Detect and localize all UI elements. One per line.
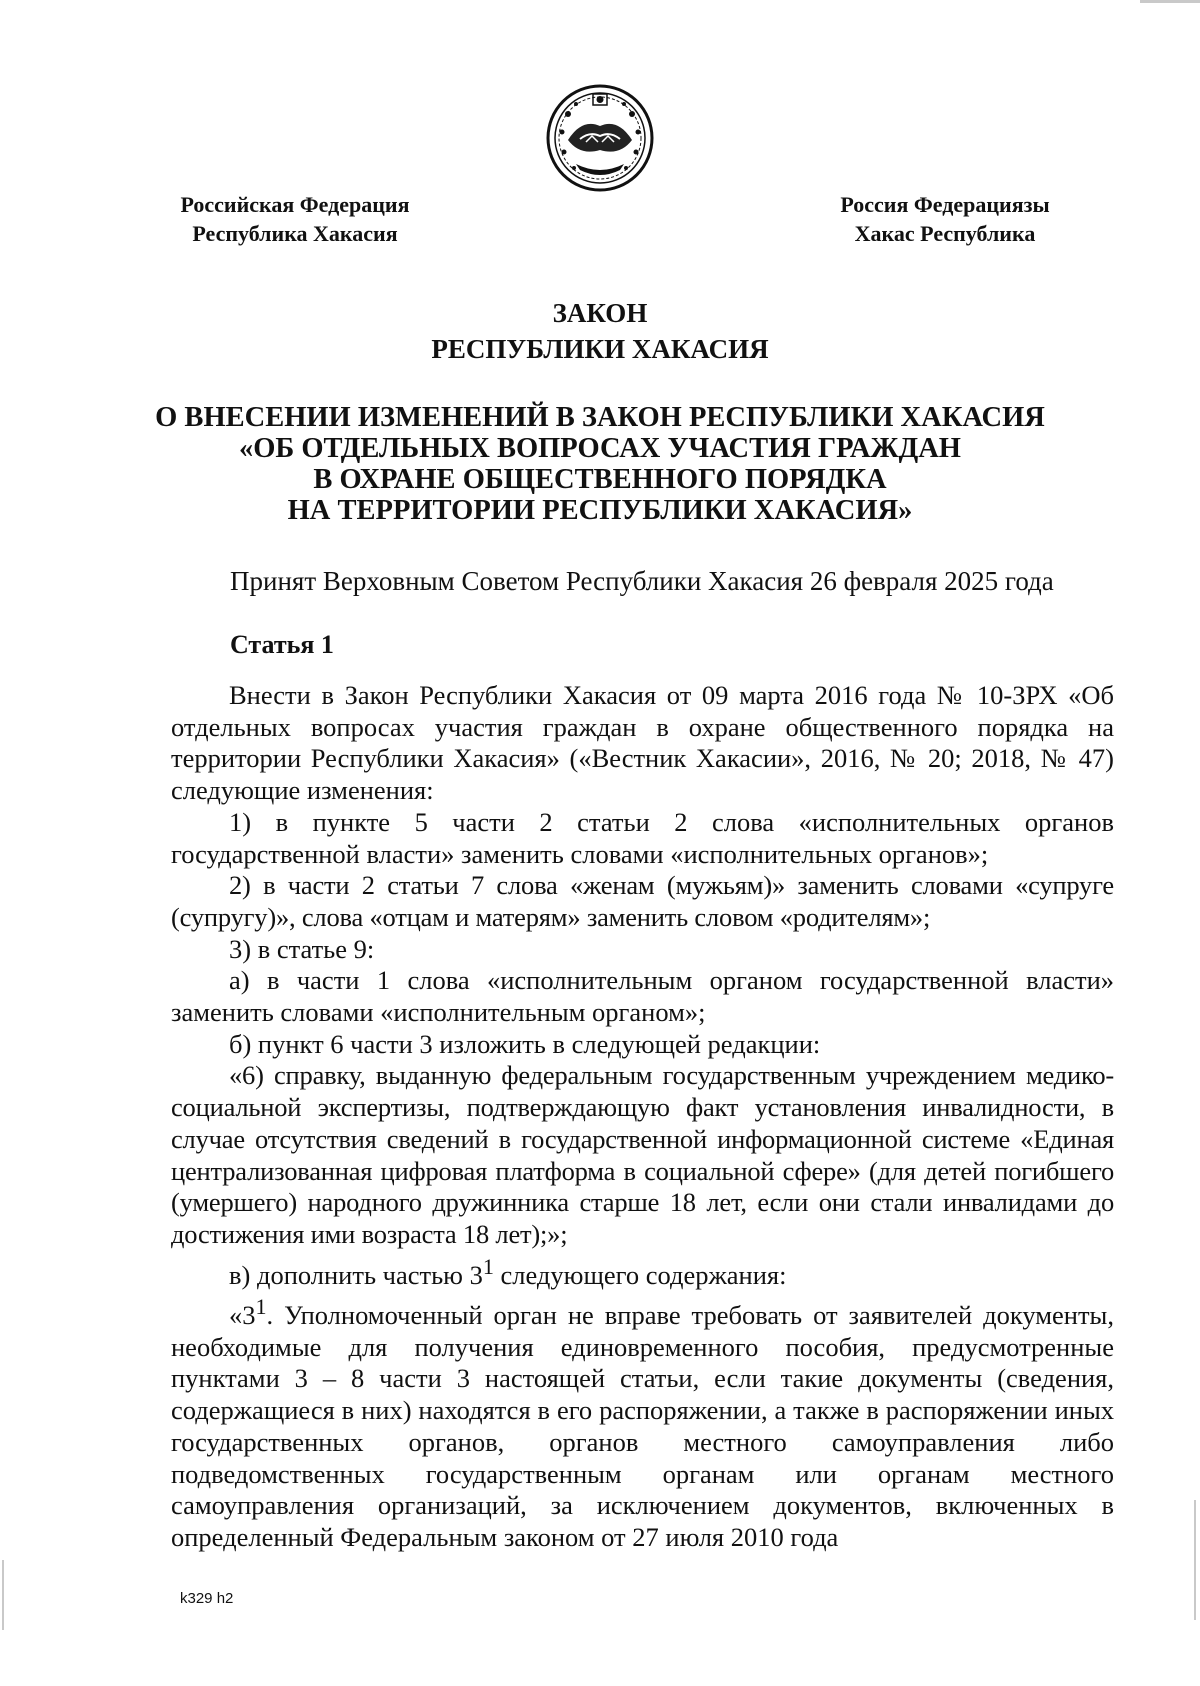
header-right-republic: Хакас Республика bbox=[854, 221, 1036, 246]
scan-artifact bbox=[1140, 0, 1200, 3]
header-left-block bbox=[150, 190, 440, 248]
article-paragraph-v bbox=[171, 1251, 1114, 1292]
text-segment: . Уполномоченный орган не вправе требовать от заявителей документы, необходимые для получения единовременного пособия, предусмотренные пунктами 3 – 8 части 3 настоящей статьи, если такие документы (сведения, содержащиеся в них) находятся в его распоряжении, а также в распоряжении иных государственных органов, органов местного самоуправления либо подведомственных государственным органам или органам местного самоуправления организаций, за исключением документов, включенных в определенный Федеральным законом от 27 июля 2010 года bbox=[171, 1300, 1114, 1552]
superscript: 1 bbox=[482, 1253, 494, 1279]
article-paragraph: 1) в пункте 5 части 2 статьи 2 слова «исполнительных органов государственной власти» заменить словами «исполнительных органов»; bbox=[171, 806, 1114, 869]
document-type: ЗАКОН bbox=[552, 298, 648, 328]
coat-of-arms-emblem bbox=[546, 84, 654, 192]
header-right-country: Россия Федерациязы bbox=[840, 192, 1050, 217]
article-paragraph: 3) в статье 9: bbox=[229, 933, 375, 964]
text-segment: «3 bbox=[229, 1300, 256, 1331]
footer-code: k329 h2 bbox=[180, 1590, 234, 1607]
article-1-body bbox=[171, 680, 1114, 1554]
scan-artifact bbox=[1194, 1500, 1196, 1620]
adoption-statement: Принят Верховным Советом Республики Хакасия 26 февраля 2025 года bbox=[230, 566, 1054, 596]
subject-line: «ОБ ОТДЕЛЬНЫХ ВОПРОСАХ УЧАСТИЯ ГРАЖДАН bbox=[239, 433, 961, 464]
header-left-republic: Республика Хакасия bbox=[192, 221, 398, 246]
subject-line: В ОХРАНЕ ОБЩЕСТВЕННОГО ПОРЯДКА bbox=[313, 464, 887, 495]
document-issuer: РЕСПУБЛИКИ ХАКАСИЯ bbox=[431, 334, 769, 364]
header-right-block bbox=[800, 190, 1090, 248]
article-paragraph: б) пункт 6 части 3 изложить в следующей редакции: bbox=[229, 1028, 821, 1059]
article-paragraph-3-1 bbox=[171, 1291, 1114, 1553]
subject-line: НА ТЕРРИТОРИИ РЕСПУБЛИКИ ХАКАСИЯ» bbox=[287, 495, 913, 526]
article-paragraph: 2) в части 2 статьи 7 слова «женам (мужьям)» заменить словами «супруге (супругу)», слова «отцам и матерям» заменить словом «родителям»; bbox=[171, 870, 1114, 932]
article-1-title: Статья 1 bbox=[230, 630, 334, 659]
document-subject bbox=[120, 402, 1080, 526]
header-left-country: Российская Федерация bbox=[180, 192, 410, 217]
text-segment: в) дополнить частью 3 bbox=[229, 1259, 483, 1290]
article-paragraph: а) в части 1 слова «исполнительным органом государственной власти» заменить словами «исполнительным органом»; bbox=[171, 965, 1114, 1028]
scan-artifact bbox=[2, 1560, 4, 1630]
article-paragraph: «6) справку, выданную федеральным государственным учреждением медико-социальной экспертизы, подтверждающую факт установления инвалидности, в случае отсутствия сведений в государственной информационной системе «Единая централизованная цифровая платформа в социальной сфере» (для детей погибшего (умершего) народного дружинника старше 18 лет, если они стали инвалидами до достижения ими возраста 18 лет);»; bbox=[171, 1060, 1114, 1249]
superscript: 1 bbox=[255, 1294, 267, 1320]
text-segment: следующего содержания: bbox=[493, 1259, 787, 1290]
article-paragraph: Внести в Закон Республики Хакасия от 09 марта 2016 года № 10-ЗРХ «Об отдельных вопросах участия граждан в охране общественного порядка на территории Республики Хакасия» («Вестник Хакасии», 2016, № 20; 2018, № 47) следующие изменения: bbox=[171, 680, 1114, 806]
subject-line: О ВНЕСЕНИИ ИЗМЕНЕНИЙ В ЗАКОН РЕСПУБЛИКИ ХАКАСИЯ bbox=[155, 402, 1045, 433]
